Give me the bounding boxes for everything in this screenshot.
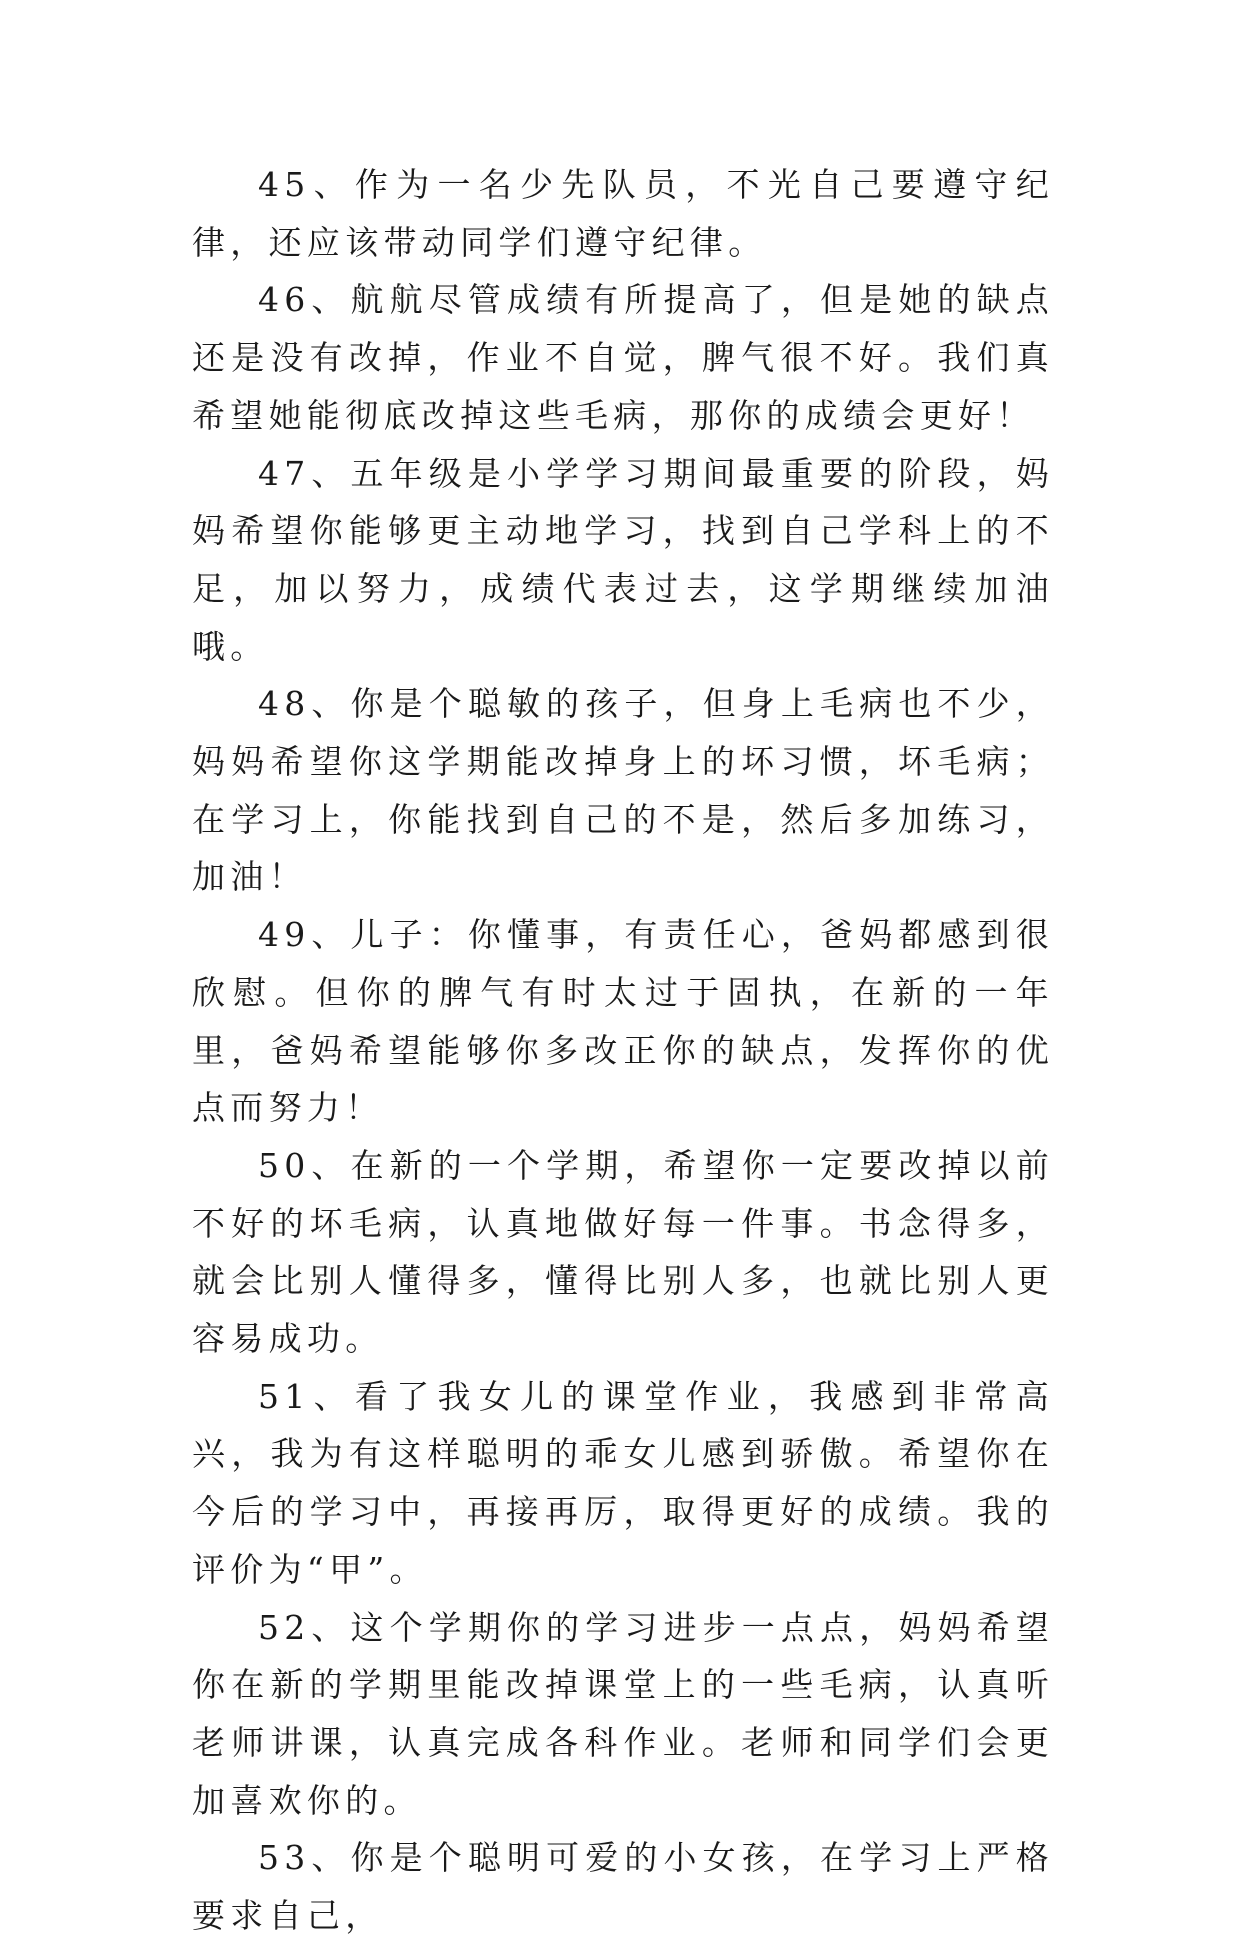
paragraph-50: 50、在新的一个学期，希望你一定要改掉以前不好的坏毛病，认真地做好每一件事。书念得多，就会比别人懂得多，懂得比别人多，也就比别人更容易成功。 (192, 1145, 1054, 1359)
paragraph-48: 48、你是个聪敏的孩子，但身上毛病也不少，妈妈希望你这学期能改掉身上的坏习惯，坏毛病；在学习上，你能找到自己的不是，然后多加练习，加油！ (192, 684, 1054, 897)
paragraph-49: 49、儿子：你懂事，有责任心，爸妈都感到很欣慰。但你的脾气有时太过于固执，在新的一年里，爸妈希望能够你多改正你的缺点，发挥你的优点而努力！ (192, 915, 1054, 1128)
document-body (192, 156, 1054, 1945)
paragraph-45: 45、作为一名少先队员，不光自己要遵守纪律，还应该带动同学们遵守纪律。 (192, 165, 1054, 262)
paragraph-51: 51、看了我女儿的课堂作业，我感到非常高兴，我为有这样聪明的乖女儿感到骄傲。希望你在今后的学习中，再接再厉，取得更好的成绩。我的评价为“甲”。 (192, 1376, 1054, 1589)
paragraph-53: 53、你是个聪明可爱的小女孩，在学习上严格要求自己， (192, 1838, 1054, 1936)
paragraph-52: 52、这个学期你的学习进步一点点，妈妈希望你在新的学期里能改掉课堂上的一些毛病，认真听老师讲课，认真完成各科作业。老师和同学们会更加喜欢你的。 (192, 1607, 1054, 1820)
paragraph-46: 46、航航尽管成绩有所提高了，但是她的缺点还是没有改掉，作业不自觉，脾气很不好。我们真希望她能彻底改掉这些毛病，那你的成绩会更好！ (192, 280, 1054, 435)
paragraph-47: 47、五年级是小学学习期间最重要的阶段，妈妈希望你能够更主动地学习，找到自己学科上的不足，加以努力，成绩代表过去，这学期继续加油哦。 (192, 453, 1054, 666)
